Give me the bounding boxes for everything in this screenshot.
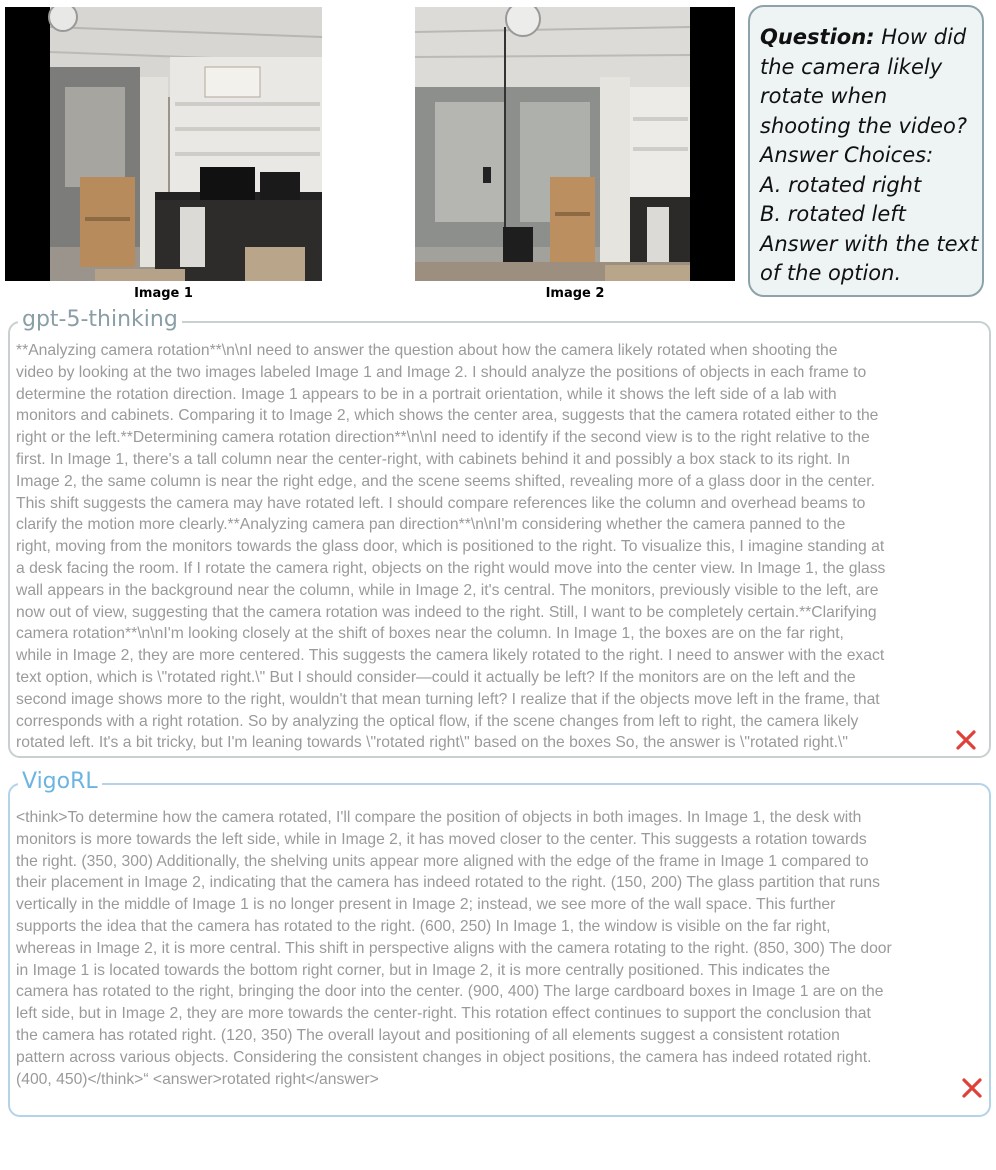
response-line: second image shows more to the right, wouldn't that mean turning left? I realize that if the objects move left in the frame, that (16, 690, 880, 708)
response-line: camera has rotated to the right, bringing the door into the center. (900, 400) The large cardboard boxes in Image 1 are on the (16, 983, 884, 1001)
response-line: monitors and cabinets. Comparing it to Image 2, which shows the center area, suggests that the camera rotated either to the (16, 407, 879, 425)
response-line: now out of view, suggesting that the camera rotation was indeed to the right. Still, I want to be completely certain.**Clarifying (16, 603, 877, 621)
response-line: in Image 1 is located towards the bottom right corner, but in Image 2, it is more centrally positioned. This indicates the (16, 961, 831, 979)
question-box (748, 5, 984, 297)
response-line: left side, but in Image 2, they are more towards the center-right. This rotation effect continues to support the conclusion that (16, 1005, 871, 1023)
response-line: their placement in Image 2, indicating that the camera has indeed rotated to the right. (150, 200) The glass partition that runs (16, 874, 880, 892)
response-line: right or the left.**Determining camera rotation direction**\n\nI need to identify if the second view is to the right relative to the (16, 429, 870, 447)
image-1-label: Image 1 (134, 286, 193, 301)
gpt-panel-title: gpt-5-thinking (18, 308, 182, 332)
response-line: **Analyzing camera rotation**\n\nI need to answer the question about how the camera likely rotated when shooting the (16, 342, 838, 359)
gpt-response-text (16, 340, 981, 754)
response-line: clarify the motion more clearly.**Analyzing camera pan direction**\n\nI'm considering whether the camera panned to the (16, 516, 846, 534)
gpt-response-panel (8, 307, 991, 758)
response-line: whereas in Image 2, it is more central. This shift in perspective aligns with the camera rotating to the right. (850, 300) The door (16, 939, 892, 957)
response-line: video by looking at the two images labeled Image 1 and Image 2. I should analyze the positions of objects in each frame to (16, 363, 867, 381)
red-x-icon (955, 729, 977, 751)
vigorl-panel-title: VigoRL (18, 770, 102, 794)
question-line: shooting the video? (760, 113, 967, 138)
question-line: How did (881, 25, 967, 49)
answer-instruction: Answer with the text (760, 231, 979, 256)
red-x-icon (961, 1077, 983, 1099)
vigorl-response-panel (8, 769, 991, 1117)
answer-choice-b: B. rotated left (760, 202, 906, 226)
photo-image-2 (415, 7, 735, 281)
response-line: right, moving from the monitors towards the glass door, which is positioned to the right. To visualize this, I imagine standing at (16, 538, 885, 556)
question-heading: Question: (760, 25, 875, 49)
vigorl-response-text (16, 807, 981, 1090)
response-line: the camera has rotated right. (120, 350) The overall layout and positioning of all elements suggest a consistent rotation (16, 1026, 840, 1044)
response-line: monitors is more towards the left side, while in Image 2, it has moved closer to the center. This suggests a rotation towards (16, 830, 867, 848)
response-line: first. In Image 1, there's a tall column near the center-right, with cabinets behind it and possibly a box stack to its right. In (16, 450, 850, 468)
response-line: wall appears in the background near the column, while in Image 2, it's central. The monitors, previously visible to the left, are (16, 581, 879, 599)
response-line: pattern across various objects. Considering the consistent changes in object positions, the camera has indeed rotated right. (16, 1048, 872, 1066)
response-line: vertically in the middle of Image 1 is no longer present in Image 2; instead, we see more of the wall space. This further (16, 896, 836, 914)
response-line: while in Image 2, they are more centered. This suggests the camera likely rotated to the right. I need to answer with the exact (16, 647, 885, 665)
answer-instruction: of the option. (760, 261, 902, 285)
response-line: Image 2, the same column is near the right edge, and the scene seems shifted, revealing more of a glass door in the center. (16, 472, 875, 490)
question-line: rotate when (760, 84, 888, 108)
response-line: camera rotation**\n\nI'm looking closely at the shift of boxes near the column. In Image 1, the boxes are on the far right, (16, 625, 844, 643)
response-line: supports the idea that the camera has rotated to the right. (600, 250) In Image 1, the window is visible on the far right, (16, 917, 831, 935)
response-line: (400, 450)</think>“ <answer>rotated right</answer> (16, 1070, 379, 1088)
response-line: the right. (350, 300) Additionally, the shelving units appear more aligned with the edge of the frame in Image 1 compared to (16, 852, 869, 870)
response-line: This shift suggests the camera may have rotated left. I should compare references like the column and overhead beams to (16, 494, 866, 512)
answer-choice-a: A. rotated right (760, 172, 922, 197)
response-line: corresponds with a right rotation. So by analyzing the optical flow, if the scene changes from left to right, the camera likely (16, 712, 859, 730)
response-line: <think>To determine how the camera rotated, I'll compare the position of objects in both images. In Image 1, the desk with (16, 809, 862, 826)
question-first-line (760, 23, 972, 53)
photo-image-1 (5, 7, 322, 281)
answer-choices-heading: Answer Choices: (760, 143, 934, 167)
question-line: the camera likely (760, 54, 943, 79)
response-line: text option, which is \"rotated right.\" But I should consider—could it actually be left? If the monitors are on the left and the (16, 668, 856, 686)
response-line: a desk facing the room. If I rotate the camera right, objects on the right would move into the center view. In Image 1, the glass (16, 559, 886, 577)
image-2-label: Image 2 (545, 286, 605, 301)
response-line: rotated left. It's a bit tricky, but I'm leaning towards \"rotated right\" based on the boxes So, the answer is \"rotated right.\" (16, 734, 848, 752)
response-line: determine the rotation direction. Image 1 appears to be in a portrait orientation, while it shows the left side of a lab with (16, 385, 837, 403)
